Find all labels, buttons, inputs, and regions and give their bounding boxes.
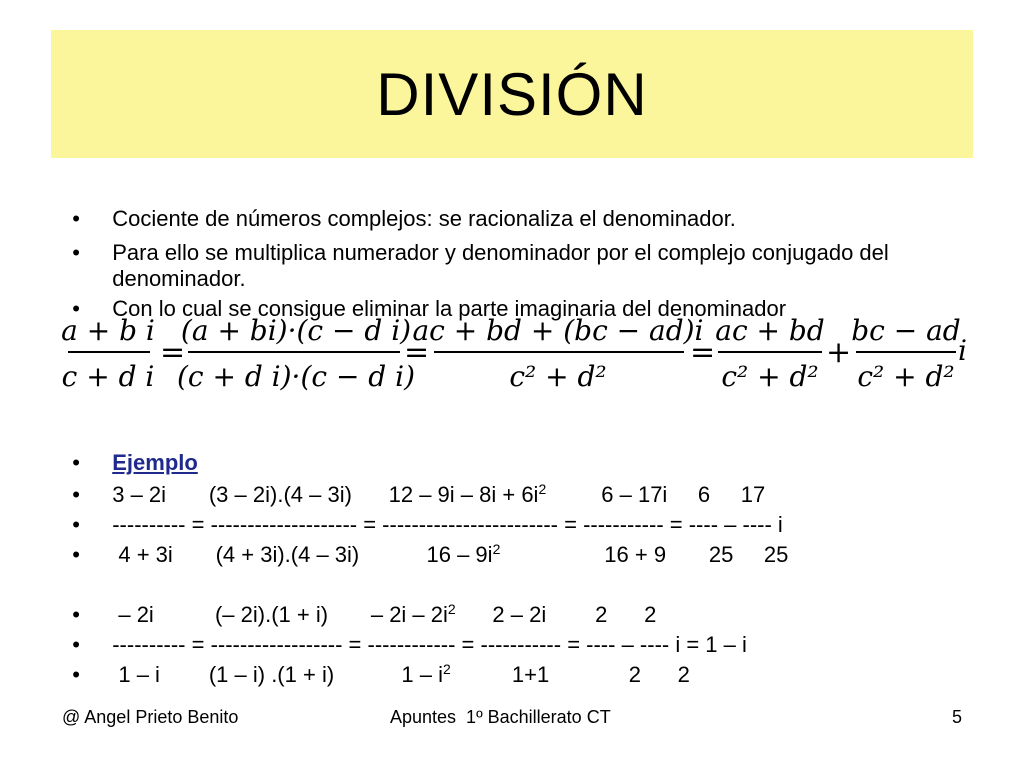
expr-b: (4 + 3i).(4 – 3i) bbox=[215, 542, 360, 567]
bullet-marker: • bbox=[72, 602, 80, 627]
expr-d: 2 – 2i bbox=[492, 602, 547, 627]
expr-a: – 2i bbox=[112, 602, 154, 627]
footer-page-number: 5 bbox=[952, 707, 963, 727]
bullet-marker: • bbox=[72, 450, 80, 475]
expr-f: 2 bbox=[644, 602, 657, 627]
f5-denominator: c² + d² bbox=[857, 360, 955, 393]
bullet-marker: • bbox=[72, 542, 80, 567]
f4-numerator: ac + bd bbox=[715, 314, 825, 347]
example-label: Ejemplo bbox=[112, 450, 198, 475]
bullet-text: Con lo cual se consigue eliminar la parte imaginaria del denominador bbox=[112, 296, 787, 321]
f3-denominator: c² + d² bbox=[509, 360, 607, 393]
bullet-marker: • bbox=[72, 482, 80, 507]
equals-sign: = bbox=[404, 335, 430, 370]
expr-c: 1 – i bbox=[401, 662, 443, 687]
bullet-marker: • bbox=[72, 296, 80, 321]
expr-a: 4 + 3i bbox=[112, 542, 173, 567]
equals-sign: = bbox=[690, 335, 716, 370]
bullet-marker: • bbox=[72, 662, 80, 687]
expr-e: 6 bbox=[697, 482, 711, 507]
expr-c: 16 – 9i bbox=[426, 542, 493, 567]
expr-f: 25 bbox=[763, 542, 789, 567]
expr-c: 12 – 9i – 8i + 6i bbox=[388, 482, 539, 507]
expr-f: 2 bbox=[677, 662, 690, 687]
expr-c-sup: 2 bbox=[492, 541, 501, 557]
bullet-marker: • bbox=[72, 240, 80, 265]
example-line bbox=[60, 636, 690, 688]
f1-denominator: c + d i bbox=[61, 360, 155, 393]
f5-numerator: bc − ad bbox=[851, 314, 961, 347]
f4-denominator: c² + d² bbox=[721, 360, 819, 393]
example-line bbox=[60, 516, 788, 568]
expr-b: (3 – 2i).(4 – 3i) bbox=[208, 482, 352, 507]
bullet-text: Para ello se multiplica numerador y denominador por el complejo conjugado del denominador. bbox=[112, 240, 889, 291]
footer-author: @ Angel Prieto Benito bbox=[62, 707, 239, 727]
expr-d: 6 – 17i bbox=[601, 482, 668, 507]
f1-numerator: a + b i bbox=[61, 314, 155, 347]
expr-f: 17 bbox=[740, 482, 766, 507]
f2-numerator: (a + bi)·(c − d i) bbox=[180, 314, 412, 347]
expr-dashes: ---------- = -------------------- = ------------------------ = ----------- = ---- – ---- i bbox=[112, 512, 783, 537]
expr-c-sup: 2 bbox=[447, 601, 456, 617]
expr-a: 1 – i bbox=[112, 662, 160, 687]
imaginary-unit: i bbox=[958, 334, 967, 367]
expr-e: 2 bbox=[595, 602, 608, 627]
footer-course: Apuntes 1º Bachillerato CT bbox=[390, 707, 611, 727]
expr-c: – 2i – 2i bbox=[370, 602, 448, 627]
expr-b: (1 – i) .(1 + i) bbox=[208, 662, 335, 687]
expr-d: 16 + 9 bbox=[604, 542, 667, 567]
expr-e: 2 bbox=[628, 662, 641, 687]
equals-sign: = bbox=[160, 335, 186, 370]
plus-sign: + bbox=[826, 335, 852, 370]
bullet-text: Cociente de números complejos: se racionaliza el denominador. bbox=[112, 206, 736, 231]
slide-title: DIVISIÓN bbox=[376, 61, 648, 128]
f3-numerator: ac + bd + (bc − ad)i bbox=[412, 314, 704, 347]
expr-a: 3 – 2i bbox=[112, 482, 167, 507]
bullet-marker: • bbox=[72, 632, 80, 657]
bullet-marker: • bbox=[72, 206, 80, 231]
expr-e: 25 bbox=[708, 542, 734, 567]
expr-dashes: ---------- = ------------------ = ------------ = ----------- = ---- – ---- i = 1 – i bbox=[112, 632, 747, 657]
expr-c-sup: 2 bbox=[538, 481, 547, 497]
expr-c-sup: 2 bbox=[443, 661, 451, 677]
division-formula bbox=[60, 304, 970, 404]
bullet-marker: • bbox=[72, 512, 80, 537]
f2-denominator: (c + d i)·(c − d i) bbox=[176, 360, 416, 393]
expr-b: (– 2i).(1 + i) bbox=[214, 602, 329, 627]
expr-d: 1+1 bbox=[511, 662, 550, 687]
